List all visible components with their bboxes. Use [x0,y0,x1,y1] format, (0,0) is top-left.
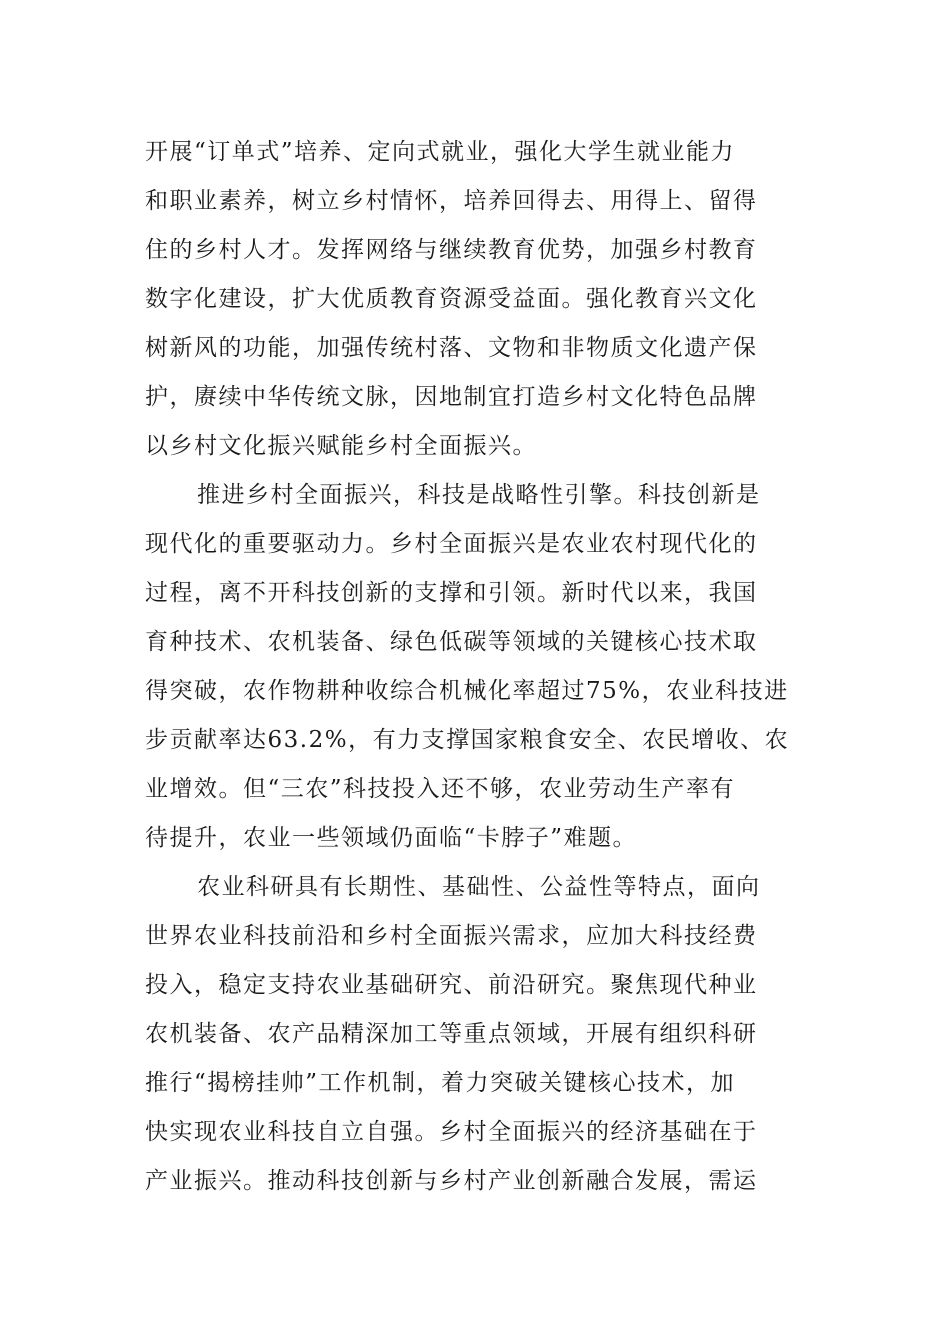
text-line: 待提升，农业一些领域仍面临“卡脖子”难题。 [145,825,638,851]
text-line: 农机装备、农产品精深加工等重点领域，开展有组织科研 [145,1021,758,1047]
text-line: 推进乡村全面振兴，科技是战略性引擎。科技创新是 [197,482,761,508]
paragraph-2 [145,471,810,863]
paragraph-1 [145,128,810,471]
text-line: 和职业素养，树立乡村情怀，培养回得去、用得上、留得 [145,188,758,214]
text-line: 现代化的重要驱动力。乡村全面振兴是农业农村现代化的 [145,531,758,557]
text-line: 住的乡村人才。发挥网络与继续教育优势，加强乡村教育 [145,237,758,263]
text-line: 过程，离不开科技创新的支撑和引领。新时代以来，我国 [145,580,758,606]
text-line: 护，赓续中华传统文脉，因地制宜打造乡村文化特色品牌 [145,384,758,410]
text-line: 以乡村文化振兴赋能乡村全面振兴。 [145,433,537,459]
text-line: 推行“揭榜挂帅”工作机制，着力突破关键核心技术，加 [145,1070,736,1096]
text-line: 投入，稳定支持农业基础研究、前沿研究。聚焦现代种业 [145,972,758,998]
text-line: 步贡献率达63.2%，有力支撑国家粮食安全、农民增收、农 [145,727,790,753]
text-line: 快实现农业科技自立自强。乡村全面振兴的经济基础在于 [145,1119,758,1145]
text-line: 数字化建设，扩大优质教育资源受益面。强化教育兴文化 [145,286,758,312]
paragraph-3 [145,863,810,1206]
text-line: 得突破，农作物耕种收综合机械化率超过75%，农业科技进 [145,678,789,704]
text-line: 业增效。但“三农”科技投入还不够，农业劳动生产率有 [145,776,736,802]
text-line: 育种技术、农机装备、绿色低碳等领域的关键核心技术取 [145,629,758,655]
text-line: 开展“订单式”培养、定向式就业，强化大学生就业能力 [145,139,736,165]
text-line: 农业科研具有长期性、基础性、公益性等特点，面向 [197,874,761,900]
text-line: 树新风的功能，加强传统村落、文物和非物质文化遗产保 [145,335,758,361]
document-body [145,128,810,1206]
text-line: 世界农业科技前沿和乡村全面振兴需求，应加大科技经费 [145,923,758,949]
text-line: 产业振兴。推动科技创新与乡村产业创新融合发展，需运 [145,1168,758,1194]
